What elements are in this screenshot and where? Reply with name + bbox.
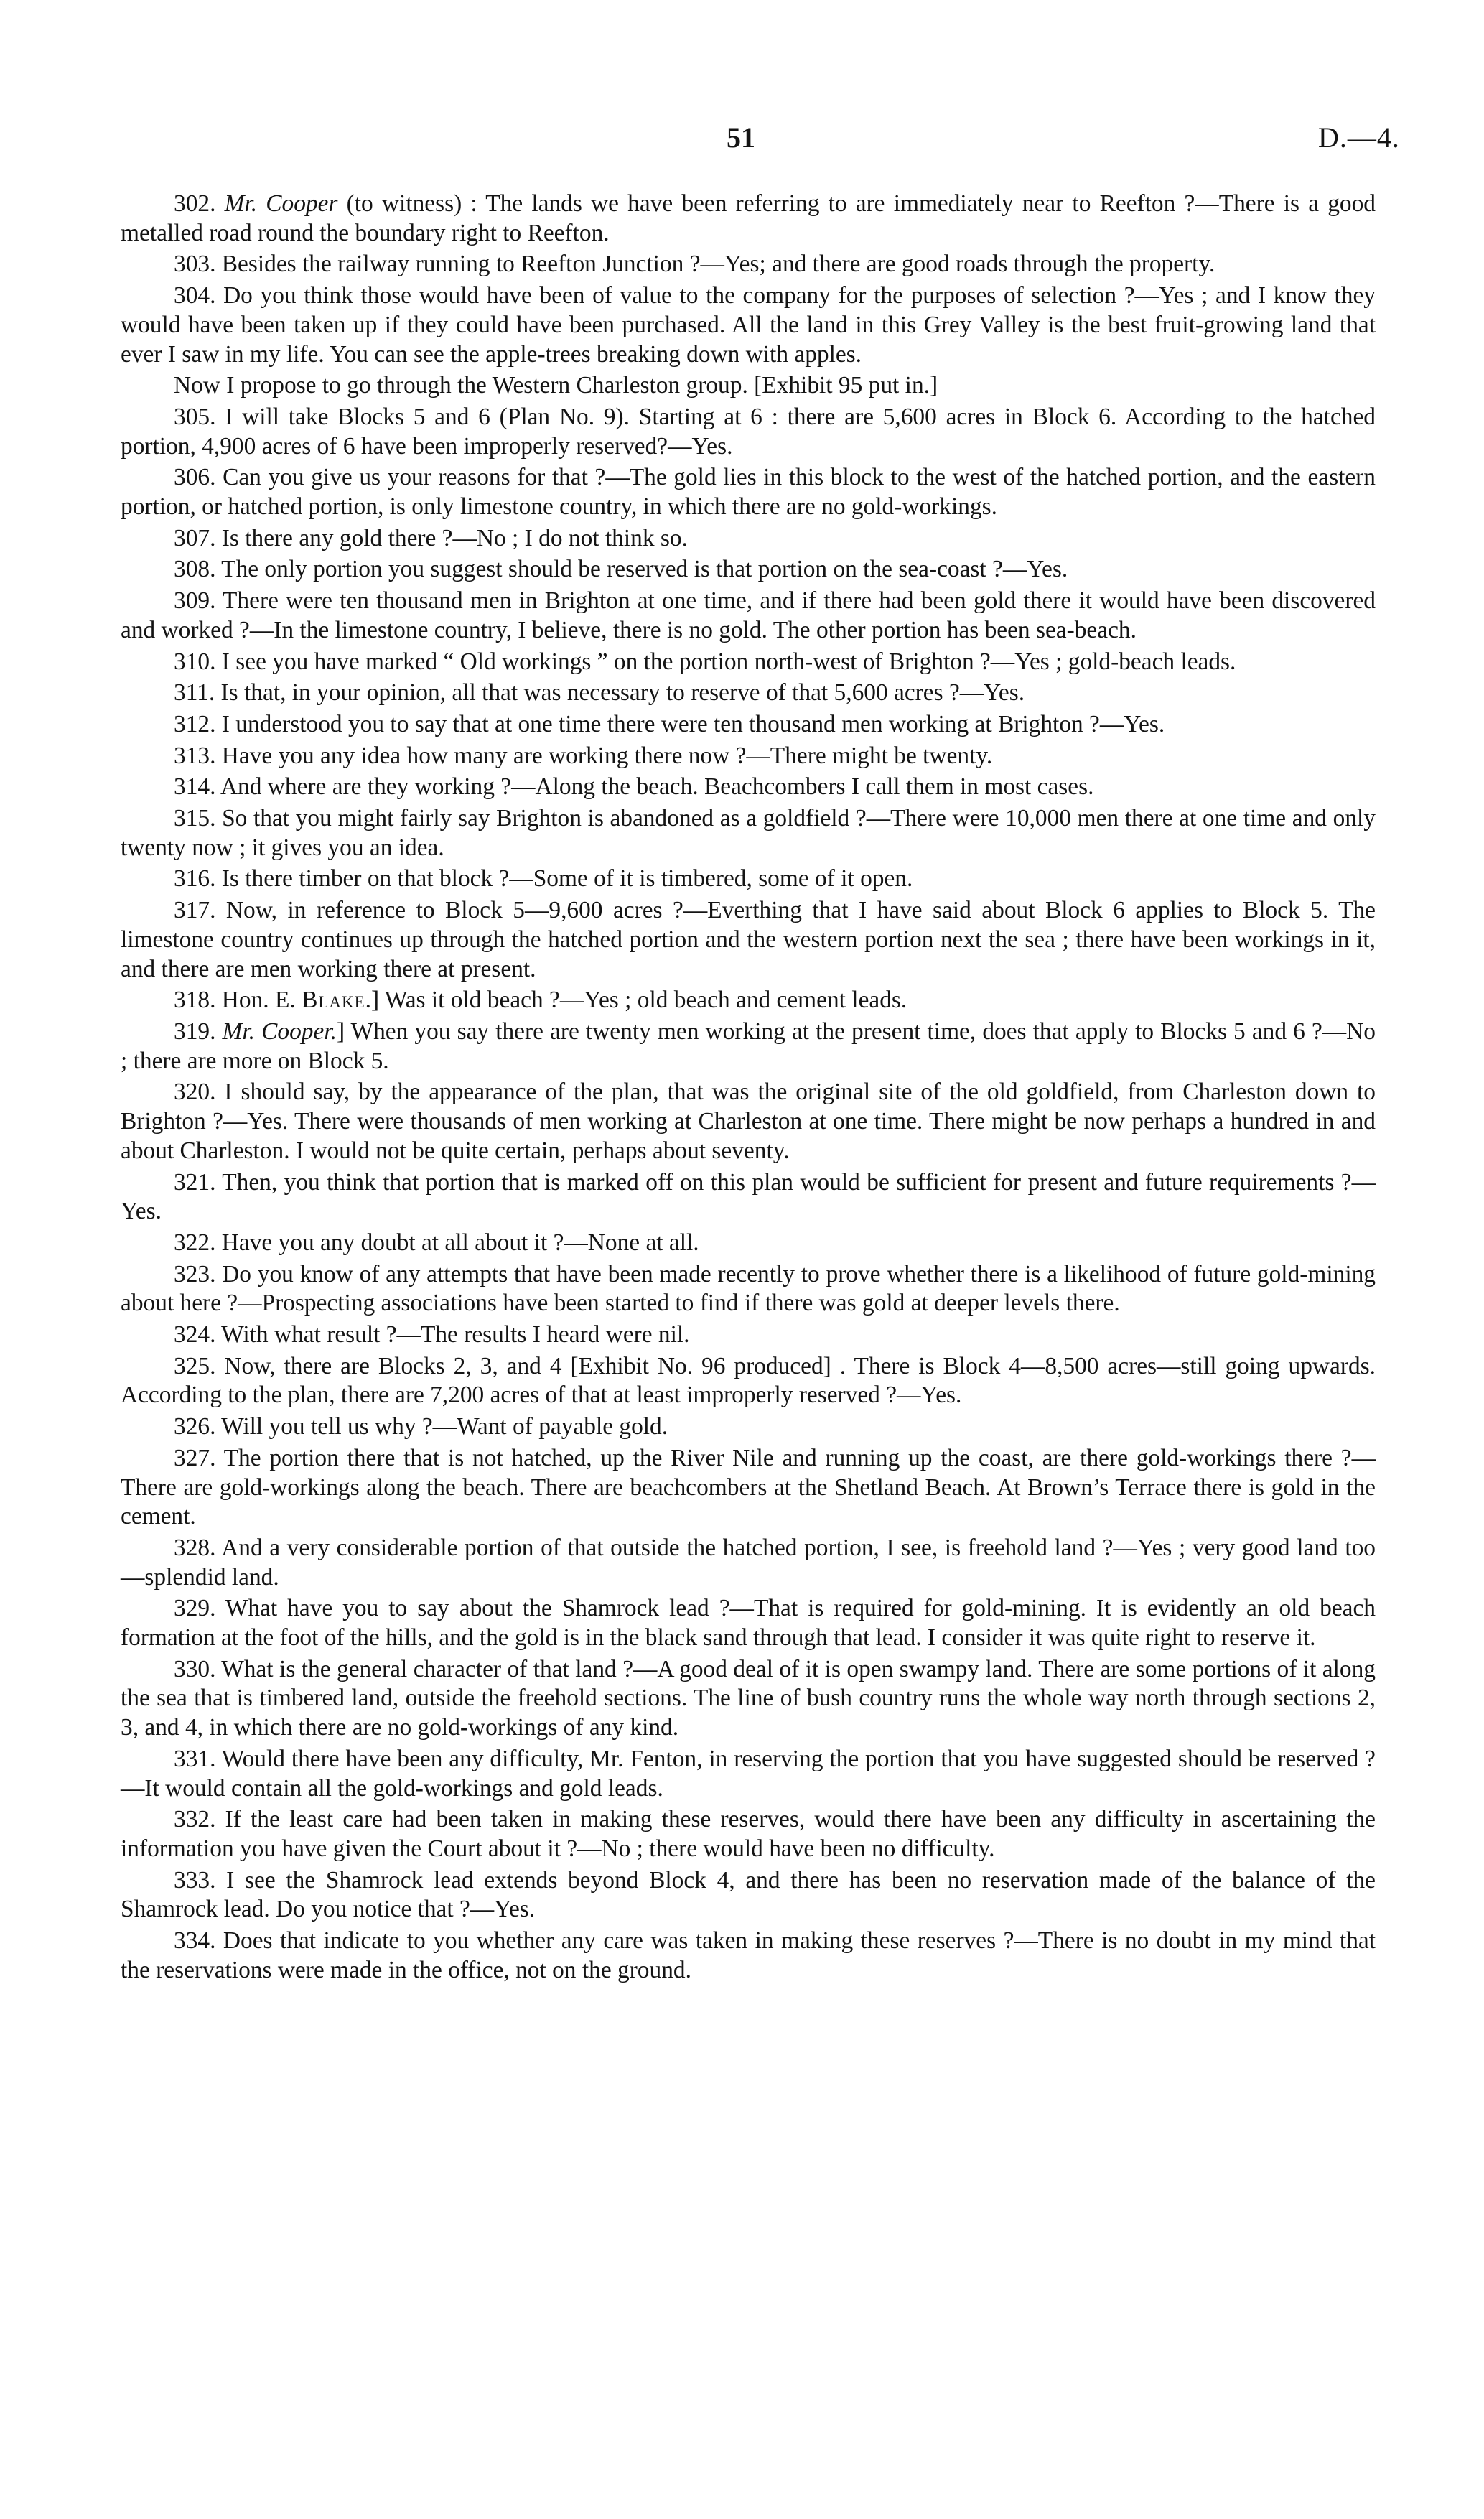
document-code: D.—4. xyxy=(1318,121,1400,154)
paragraph-302: 302. Mr. Cooper (to witness) : The lands we have been referring to are immediately near to Reefton ?—There is a good metalled road round the boundary right to Reefton. xyxy=(121,190,1376,246)
paragraph-306: 306. Can you give us your reasons for that ?—The gold lies in this block to the west of the hatched portion, and the eastern portion, or hatched portion, is only limestone country, in which there are no gold-workings. xyxy=(121,464,1376,521)
paragraph-309: 309. There were ten thousand men in Brighton at one time, and if there had been gold there it would have been discovered and worked ?—In the limestone country, I believe, there is no gold. The other portion has been sea-beach. xyxy=(121,587,1376,643)
paragraph-322: 322. Have you any doubt at all about it ?—None at all. xyxy=(174,1229,699,1256)
paragraph-314: 314. And where are they working ?—Along the beach. Beachcombers I call them in most cases. xyxy=(174,773,1094,801)
paragraph-324: 324. With what result ?—The results I heard were nil. xyxy=(174,1321,690,1349)
paragraph-328: 328. And a very considerable portion of that outside the hatched portion, I see, is freehold land ?—Yes ; very good land too—splendid land. xyxy=(121,1534,1376,1591)
paragraph-331: 331. Would there have been any difficulty, Mr. Fenton, in reserving the portion that you have suggested should be reserved ?—It would contain all the gold-workings and gold leads. xyxy=(121,1745,1376,1802)
paragraph-321: 321. Then, you think that portion that is marked off on this plan would be sufficient for present and future requirements ?—Yes. xyxy=(121,1168,1376,1225)
paragraph-315: 315. So that you might fairly say Brighton is abandoned as a goldfield ?—There were 10,000 men there at one time and only twenty now ; it gives you an idea. xyxy=(121,805,1376,861)
paragraph-311: 311. Is that, in your opinion, all that was necessary to reserve of that 5,600 acres ?—Yes. xyxy=(174,679,1025,707)
paragraph-330: 330. What is the general character of that land ?—A good deal of it is open swampy land. There are some portions of it along the sea that is timbered land, outside the freehold sections. The line of bush country runs the whole way north through sections 2, 3, and 4, in which there are no gold-workings of any kind. xyxy=(121,1655,1376,1741)
paragraph-exhibit-95: Now I propose to go through the Western Charleston group. [Exhibit 95 put in.] xyxy=(174,372,938,399)
paragraph-329: 329. What have you to say about the Shamrock lead ?—That is required for gold-mining. It is evidently an old beach formation at the foot of the hills, and the gold is in the black sand through that lead. I consider it was quite right to reserve it. xyxy=(121,1595,1376,1652)
paragraph-303: 303. Besides the railway running to Reefton Junction ?—Yes; and there are good roads through the property. xyxy=(174,251,1215,278)
paragraph-312: 312. I understood you to say that at one time there were ten thousand men working at Brighton ?—Yes. xyxy=(174,710,1165,737)
paragraph-304: 304. Do you think those would have been of value to the company for the purposes of selection ?—Yes ; and I know they would have been taken up if they could have been purchased. All the land in this Grey Valley is the best fruit-growing land that ever I saw in my life. You can see the apple-trees breaking down with apples. xyxy=(121,282,1376,368)
paragraph-323: 323. Do you know of any attempts that have been made recently to prove whether there is a likelihood of future gold-mining about here ?—Prospecting associations have been started to find if there was gold at deeper levels there. xyxy=(121,1260,1376,1317)
paragraph-334: 334. Does that indicate to you whether any care was taken in making these reserves ?—There is no doubt in my mind that the reservations were made in the office, not on the ground. xyxy=(121,1927,1376,1983)
paragraph-319: 319. Mr. Cooper.] When you say there are twenty men working at the present time, does that apply to Blocks 5 and 6 ?—No ; there are more on Block 5. xyxy=(121,1018,1376,1074)
paragraph-305: 305. I will take Blocks 5 and 6 (Plan No. 9). Starting at 6 : there are 5,600 acres in Block 6. According to the hatched portion, 4,900 acres of 6 have been improperly reserved?—Yes. xyxy=(121,403,1376,460)
paragraph-333: 333. I see the Shamrock lead extends beyond Block 4, and there has been no reservation made of the balance of the Shamrock lead. Do you notice that ?—Yes. xyxy=(121,1866,1376,1923)
paragraph-318: 318. Hon. E. Blake.] Was it old beach ?—Yes ; old beach and cement leads. xyxy=(174,987,907,1014)
body-text xyxy=(121,190,1376,1987)
paragraph-316: 316. Is there timber on that block ?—Some of it is timbered, some of it open. xyxy=(174,865,913,893)
paragraph-308: 308. The only portion you suggest should be reserved is that portion on the sea-coast ?—Yes. xyxy=(174,556,1068,583)
paragraph-325: 325. Now, there are Blocks 2, 3, and 4 [Exhibit No. 96 produced] . There is Block 4—8,500 acres—still going upwards. According to the plan, there are 7,200 acres of that at least improperly reserved ?—Yes. xyxy=(121,1352,1376,1409)
paragraph-307: 307. Is there any gold there ?—No ; I do not think so. xyxy=(174,524,688,551)
paragraph-310: 310. I see you have marked “ Old workings ” on the portion north-west of Brighton ?—Yes ; gold-beach leads. xyxy=(174,648,1236,675)
paragraph-326: 326. Will you tell us why ?—Want of payable gold. xyxy=(174,1413,668,1440)
paragraph-317: 317. Now, in reference to Block 5—9,600 acres ?—Everthing that I have said about Block 6 applies to Block 5. The limestone country continues up through the hatched portion and the western portion next the sea ; there have been workings in it, and there are men working there at present. xyxy=(121,897,1376,982)
paragraph-313: 313. Have you any idea how many are working there now ?—There might be twenty. xyxy=(174,742,993,769)
paragraph-332: 332. If the least care had been taken in making these reserves, would there have been any difficulty in ascertaining the information you have given the Court about it ?—No ; there would have been no difficulty. xyxy=(121,1806,1376,1862)
paragraph-327: 327. The portion there that is not hatched, up the River Nile and running up the coast, are there gold-workings there ?—There are gold-workings along the beach. There are beachcombers at the Shetland Beach. At Brown’s Terrace there is gold in the cement. xyxy=(121,1444,1376,1530)
paragraph-320: 320. I should say, by the appearance of the plan, that was the original site of the old goldfield, from Charleston down to Brighton ?—Yes. There were thousands of men working at Charleston at one time. There might be now perhaps a hundred in and about Charleston. I would not be quite certain, perhaps about seventy. xyxy=(121,1079,1376,1164)
page-number: 51 xyxy=(727,121,755,154)
